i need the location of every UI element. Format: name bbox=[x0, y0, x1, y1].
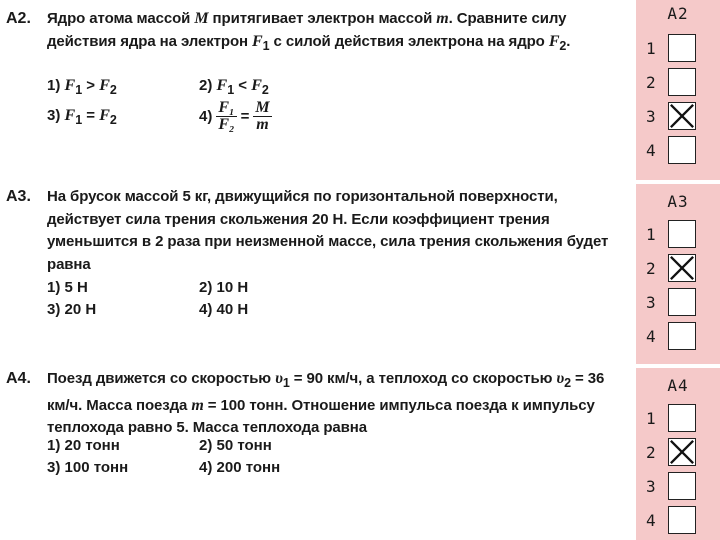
option-3: 3) $F_1 = F_2$ bbox=[47, 107, 117, 127]
question-a3 bbox=[0, 186, 630, 326]
answer-checkbox[interactable] bbox=[668, 220, 696, 248]
cross-mark-icon bbox=[669, 255, 695, 281]
option-2: 2) $F_1 < F_2$ bbox=[199, 77, 269, 97]
answer-row-2: 2 bbox=[636, 254, 720, 284]
option-1: 1) $F_1 > F_2$ bbox=[47, 77, 117, 97]
answer-row-1: 1 bbox=[636, 220, 720, 250]
answer-row-1: 1 bbox=[636, 404, 720, 434]
answer-checkbox[interactable] bbox=[668, 102, 696, 130]
answer-checkbox[interactable] bbox=[668, 472, 696, 500]
question-a4 bbox=[0, 368, 630, 488]
answer-panel-a4 bbox=[636, 368, 720, 540]
option-4: 4) 200 тонн bbox=[199, 459, 281, 476]
question-a2 bbox=[0, 8, 630, 158]
answer-checkbox[interactable] bbox=[668, 322, 696, 350]
answer-sidebar bbox=[636, 0, 720, 540]
answer-checkbox[interactable] bbox=[668, 506, 696, 534]
answer-checkbox[interactable] bbox=[668, 438, 696, 466]
question-text: Поезд движется со скоростью $\upsilon_1 = 90$ км/ч, а теплоход со скоростью $\upsilon_2 = 36$ км/ч. Масса поезда m = 100 тонн. Отношение импульса поезда к импульсу теплохода равно 5. Масса теплохода равна bbox=[47, 370, 605, 436]
question-number: A3. bbox=[6, 188, 31, 205]
answer-row-1: 1 bbox=[636, 34, 720, 64]
answer-row-2: 2 bbox=[636, 438, 720, 468]
fraction-f1-f2: $\frac{\text{F₁}}{\text{F₂}}$ bbox=[218, 99, 235, 133]
option-2: 2) 10 Н bbox=[199, 279, 249, 296]
answer-row-3: 3 bbox=[636, 472, 720, 502]
answer-row-3: 3 bbox=[636, 102, 720, 132]
question-number: A4. bbox=[6, 370, 31, 387]
option-3: 3) 20 Н bbox=[47, 301, 97, 318]
answer-checkbox[interactable] bbox=[668, 254, 696, 282]
answer-panel-a3 bbox=[636, 184, 720, 364]
answer-row-3: 3 bbox=[636, 288, 720, 318]
option-4: 4) 40 Н bbox=[199, 301, 249, 318]
panel-title: A3 bbox=[667, 192, 689, 211]
answer-row-4: 4 bbox=[636, 136, 720, 166]
question-text: На брусок массой 5 кг, движущийся по горизонтальной поверхности, действует сила трения скольжения 20 Н. Если коэффициент трения уменьшится в 2 раза при неизменной массе, сила трения скольжения будет равна bbox=[47, 188, 609, 273]
cross-mark-icon bbox=[669, 103, 695, 129]
option-4: 4) $\frac{\text{F₁}}{\text{F₂}}$ = $\frac{M}{m}$ bbox=[199, 99, 270, 133]
fraction-m-m: $\frac{M}{m}$ bbox=[255, 99, 270, 133]
answer-row-4: 4 bbox=[636, 506, 720, 536]
answer-checkbox[interactable] bbox=[668, 136, 696, 164]
panel-title: A2 bbox=[667, 4, 689, 23]
answer-checkbox[interactable] bbox=[668, 288, 696, 316]
panel-title: A4 bbox=[667, 376, 689, 395]
question-number: A2. bbox=[6, 10, 31, 27]
answer-checkbox[interactable] bbox=[668, 68, 696, 96]
answer-row-2: 2 bbox=[636, 68, 720, 98]
answer-panel-a2 bbox=[636, 0, 720, 180]
option-3: 3) 100 тонн bbox=[47, 459, 129, 476]
answer-checkbox[interactable] bbox=[668, 34, 696, 62]
answer-row-4: 4 bbox=[636, 322, 720, 352]
answer-checkbox[interactable] bbox=[668, 404, 696, 432]
question-text: Ядро атома массой M притягивает электрон массой m. Сравните силу действия ядра на электрон $F_1$ с силой действия электрона на ядро $F_2$. bbox=[47, 10, 571, 53]
option-1: 1) 5 Н bbox=[47, 279, 88, 296]
option-1: 1) 20 тонн bbox=[47, 437, 120, 454]
cross-mark-icon bbox=[669, 439, 695, 465]
option-2: 2) 50 тонн bbox=[199, 437, 272, 454]
